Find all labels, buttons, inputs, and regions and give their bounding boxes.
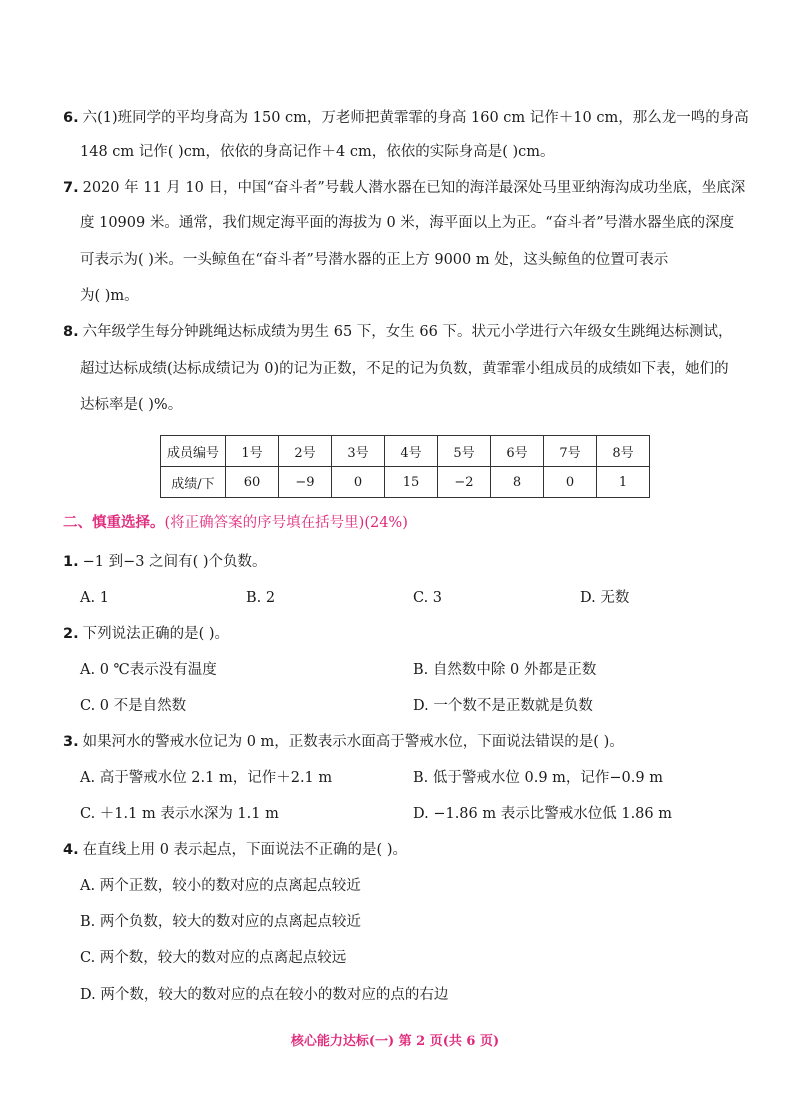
option-c: C. 两个数，较大的数对应的点离起点较远 — [80, 950, 347, 966]
question-8-line-1 — [63, 322, 732, 342]
table-cell: 6号 — [491, 436, 544, 467]
choice-question-2 — [63, 624, 229, 644]
choice-question-4 — [63, 840, 407, 860]
table-cell: 0 — [332, 467, 385, 498]
option-b: B. 自然数中除 0 外都是正数 — [413, 662, 597, 678]
option-b: B. 两个负数，较大的数对应的点离起点较近 — [80, 914, 361, 930]
question-text: 2020 年 11 月 10 日，中国“奋斗者”号载人潜水器在已知的海洋最深处马里亚纳海沟成功坐底，坐底深 — [82, 180, 746, 196]
option-c: C. 0 不是自然数 — [80, 698, 187, 714]
table-cell: 8号 — [597, 436, 650, 467]
question-text: 如果河水的警戒水位记为 0 m，正数表示水面高于警戒水位，下面说法错误的是( )。 — [82, 734, 624, 750]
table-cell: 0 — [544, 467, 597, 498]
question-7-line-1 — [63, 178, 745, 198]
table-cell: 3号 — [332, 436, 385, 467]
table-cell: 15 — [385, 467, 438, 498]
question-7-line-3: 可表示为( )米。一头鲸鱼在“奋斗者”号潜水器的正上方 9000 m 处，这头鲸鱼的位置可表示 — [80, 252, 669, 268]
table-header-label: 成员编号 — [161, 436, 226, 467]
question-number: 2. — [63, 626, 79, 642]
table-cell: 60 — [226, 467, 279, 498]
question-text: −1 到−3 之间有( )个负数。 — [82, 554, 267, 570]
option-a: A. 1 — [80, 590, 109, 606]
question-8-line-3: 达标率是( )%。 — [80, 397, 183, 413]
table-cell: 7号 — [544, 436, 597, 467]
option-b: B. 2 — [246, 590, 276, 606]
table-cell: 5号 — [438, 436, 491, 467]
option-d: D. 两个数，较大的数对应的点在较小的数对应的点的右边 — [80, 987, 449, 1003]
question-number: 8. — [63, 324, 79, 340]
question-number: 1. — [63, 554, 79, 570]
question-8-line-2: 超过达标成绩(达标成绩记为 0)的记为正数，不足的记为负数，黄霏霏小组成员的成绩如下表，她们的 — [80, 361, 729, 377]
table-cell: 8 — [491, 467, 544, 498]
question-7-line-2: 度 10909 米。通常，我们规定海平面的海拔为 0 米，海平面以上为正。“奋斗者”号潜水器坐底的深度 — [80, 215, 735, 231]
question-number: 4. — [63, 842, 79, 858]
table-cell: 2号 — [279, 436, 332, 467]
option-a: A. 高于警戒水位 2.1 m，记作＋2.1 m — [80, 770, 333, 786]
option-c: C. ＋1.1 m 表示水深为 1.1 m — [80, 806, 279, 822]
score-table — [160, 435, 650, 498]
table-row — [161, 436, 650, 467]
table-cell: 4号 — [385, 436, 438, 467]
choice-question-1 — [63, 552, 267, 572]
table-row — [161, 467, 650, 498]
table-cell: 1号 — [226, 436, 279, 467]
section-title: 二、慎重选择。 — [63, 514, 165, 531]
choice-question-3 — [63, 732, 624, 752]
question-number: 7. — [63, 180, 79, 196]
option-a: A. 两个正数，较小的数对应的点离起点较近 — [80, 878, 361, 894]
section-heading — [63, 513, 408, 533]
question-6-line-1 — [63, 108, 749, 128]
table-row-label: 成绩/下 — [161, 467, 226, 498]
option-d: D. 一个数不是正数就是负数 — [413, 698, 593, 714]
table-cell: 1 — [597, 467, 650, 498]
question-number: 3. — [63, 734, 79, 750]
question-number: 6. — [63, 110, 79, 126]
option-b: B. 低于警戒水位 0.9 m，记作−0.9 m — [413, 770, 663, 786]
option-d: D. 无数 — [580, 590, 630, 606]
option-d: D. −1.86 m 表示比警戒水位低 1.86 m — [413, 806, 672, 822]
question-6-line-2: 148 cm 记作( )cm，依依的身高记作＋4 cm，依依的实际身高是( )cm。 — [80, 144, 555, 160]
table-cell: −9 — [279, 467, 332, 498]
question-7-line-4: 为( )m。 — [80, 288, 139, 304]
question-text: 六(1)班同学的平均身高为 150 cm，万老师把黄霏霏的身高 160 cm 记作＋10 cm，那么龙一鸣的身高 — [82, 110, 749, 126]
table-cell: −2 — [438, 467, 491, 498]
page-footer: 核心能力达标(一) 第 2 页(共 6 页) — [290, 1034, 500, 1049]
option-a: A. 0 ℃表示没有温度 — [80, 662, 217, 678]
question-text: 下列说法正确的是( )。 — [82, 626, 230, 642]
question-text: 在直线上用 0 表示起点，下面说法不正确的是( )。 — [82, 842, 407, 858]
option-c: C. 3 — [413, 590, 443, 606]
section-subtitle: (将正确答案的序号填在括号里)(24%) — [164, 515, 408, 531]
question-text: 六年级学生每分钟跳绳达标成绩为男生 65 下，女生 66 下。状元小学进行六年级女生跳绳达标测试， — [82, 324, 733, 340]
